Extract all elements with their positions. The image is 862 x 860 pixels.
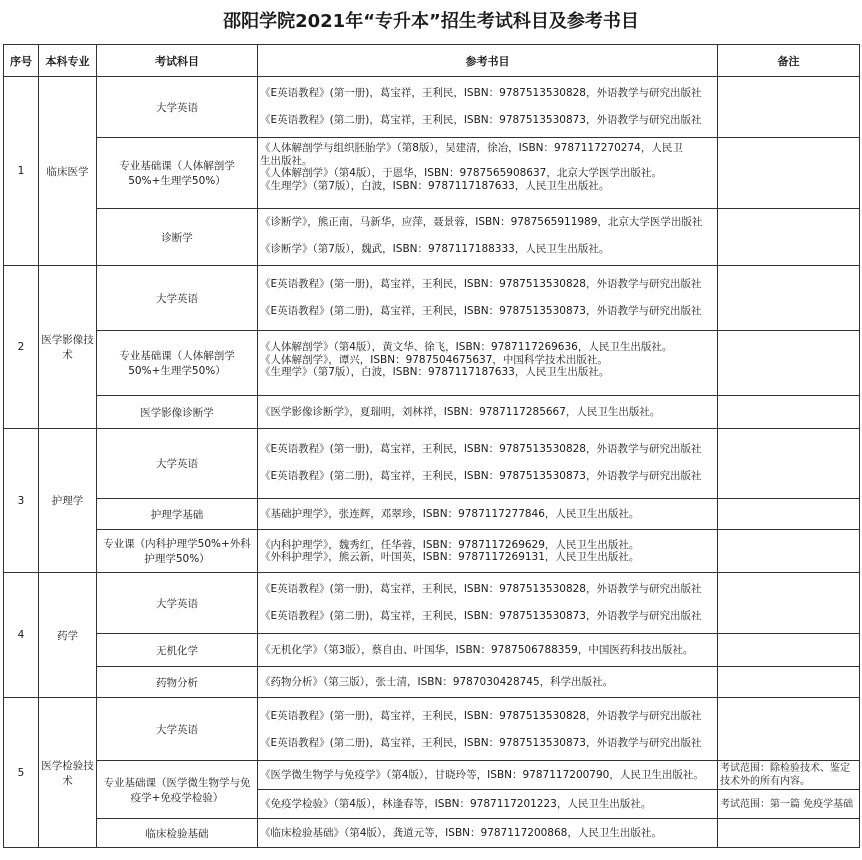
major-cell: 医学影像技术 (39, 266, 97, 429)
note-cell (718, 530, 860, 573)
books-cell (258, 761, 718, 790)
books-cell (258, 331, 718, 396)
books-cell (258, 634, 718, 667)
book-line: 《人体解剖学与组织胚胎学》（第8版），吴建清，徐冶，ISBN：9787117270274，人民卫 (260, 142, 683, 154)
book-line: 《内科护理学》，魏秀红，任华蓉，ISBN：9787117269629，人民卫生出版社。 (260, 538, 640, 551)
table-row (4, 331, 860, 396)
books-cell (258, 667, 718, 698)
seq-cell: 1 (4, 77, 39, 266)
table-row (4, 761, 860, 790)
header-books: 参考书目 (258, 45, 718, 77)
subject-cell: 护理学基础 (97, 499, 258, 530)
books-cell (258, 138, 718, 209)
books-cell (258, 499, 718, 530)
book-line: 《E英语教程》(第二册)，葛宝祥，王利民，ISBN：9787513530873，外语教学与研究出版社 (260, 305, 702, 317)
books-cell (258, 429, 718, 499)
header-subject: 考试科目 (97, 45, 258, 77)
note-cell (718, 634, 860, 667)
table-row (4, 209, 860, 266)
seq-cell: 4 (4, 573, 39, 698)
book-line: 《E英语教程》(第二册)，葛宝祥，王利民，ISBN：9787513530873，外语教学与研究出版社 (260, 470, 702, 482)
subject-cell: 大学英语 (97, 698, 258, 761)
exam-table (3, 44, 860, 848)
table-row (4, 634, 860, 667)
note-cell (718, 667, 860, 698)
subject-cell: 临床检验基础 (97, 819, 258, 848)
book-line: 《E英语教程》(第一册)，葛宝祥，王利民，ISBN：9787513530828，外语教学与研究出版社 (260, 583, 702, 595)
book-line: 《E英语教程》(第一册)，葛宝祥，王利民，ISBN：9787513530828，外语教学与研究出版社 (260, 278, 702, 290)
subject-cell: 大学英语 (97, 266, 258, 331)
document-title: 邵阳学院2021年“专升本”招生考试科目及参考书目 (223, 11, 639, 32)
subject-cell: 大学英语 (97, 77, 258, 138)
books-cell (258, 790, 718, 819)
table-row (4, 530, 860, 573)
table-row (4, 138, 860, 209)
major-cell: 临床医学 (39, 77, 97, 266)
seq-cell: 2 (4, 266, 39, 429)
books-cell (258, 530, 718, 573)
note-cell (718, 209, 860, 266)
header-seq: 序号 (4, 45, 39, 77)
book-line: 《免疫学检验》（第4版），林逢春等，ISBN：9787117201223，人民卫生出版社。 (260, 797, 652, 810)
books-cell (258, 266, 718, 331)
subject-cell: 大学英语 (97, 429, 258, 499)
subject-cell: 大学英语 (97, 573, 258, 634)
books-cell (258, 396, 718, 429)
books-cell (258, 573, 718, 634)
subject-cell: 专业基础课（医学微生物学与免疫学+免疫学检验） (97, 761, 258, 819)
major-cell: 药学 (39, 573, 97, 698)
books-cell (258, 698, 718, 761)
subject-cell: 专业基础课（人体解剖学50%+生理学50%） (97, 138, 258, 209)
book-line: 《E英语教程》(第一册)，葛宝祥，王利民，ISBN：9787513530828，外语教学与研究出版社 (260, 710, 702, 722)
note-cell: 考试范围：除检验技术、鉴定技术外的所有内容。 (718, 761, 860, 790)
book-line: 《人体解剖学》（第4版），黄文华、徐飞，ISBN：9787117269636，人民卫生出版社。 (260, 341, 673, 353)
subject-cell: 专业课（内科护理学50%+外科护理学50%） (97, 530, 258, 573)
note-cell: 考试范围：第一篇 免疫学基础 (718, 790, 860, 819)
book-line: 《E英语教程》(第一册)，葛宝祥，王利民，ISBN：9787513530828，外语教学与研究出版社 (260, 87, 702, 99)
book-line: 《E英语教程》(第一册)，葛宝祥，王利民，ISBN：9787513530828，外语教学与研究出版社 (260, 443, 702, 455)
subject-cell: 诊断学 (97, 209, 258, 266)
book-line: 《基础护理学》，张连辉，邓翠珍，ISBN：9787117277846，人民卫生出版社。 (260, 507, 640, 520)
header-major: 本科专业 (39, 45, 97, 77)
table-row (4, 429, 860, 499)
book-line: 《临床检验基础》（第4版），龚道元等，ISBN：9787117200868，人民卫生出版社。 (260, 826, 662, 839)
note-cell (718, 396, 860, 429)
books-cell (258, 209, 718, 266)
subject-cell: 专业基础课（人体解剖学50%+生理学50%） (97, 331, 258, 396)
table-row (4, 266, 860, 331)
seq-cell: 3 (4, 429, 39, 573)
table-row (4, 667, 860, 698)
note-cell (718, 573, 860, 634)
note-cell (718, 819, 860, 848)
book-line: 《E英语教程》(第二册)，葛宝祥，王利民，ISBN：9787513530873，外语教学与研究出版社 (260, 737, 702, 749)
note-cell (718, 331, 860, 396)
table-row (4, 698, 860, 761)
book-line: 《E英语教程》(第二册)，葛宝祥，王利民，ISBN：9787513530873，外语教学与研究出版社 (260, 114, 702, 126)
table-header-row (4, 45, 860, 77)
book-line: 生出版社。 (260, 154, 313, 167)
note-cell (718, 266, 860, 331)
book-line: 《人体解剖学》，谭兴，ISBN：9787504675637，中国科学技术出版社。 (260, 353, 608, 366)
table-row (4, 819, 860, 848)
book-line: 《药物分析》（第三版），张士清，ISBN：9787030428745，科学出版社。 (260, 675, 614, 688)
books-cell (258, 77, 718, 138)
book-line: 《E英语教程》(第二册)，葛宝祥，王利民，ISBN：9787513530873，外语教学与研究出版社 (260, 610, 702, 622)
table-row (4, 77, 860, 138)
book-line: 《诊断学》，熊正南，马新华，应萍，聂景蓉，ISBN：9787565911989，北京大学医学出版社 (260, 216, 703, 228)
note-cell (718, 499, 860, 530)
table-row (4, 396, 860, 429)
note-cell (718, 429, 860, 499)
book-line: 《诊断学》（第7版），魏武，ISBN：9787117188333，人民卫生出版社。 (260, 243, 610, 255)
book-line: 《外科护理学》，熊云新，叶国英，ISBN：9787117269131，人民卫生出版社。 (260, 551, 640, 563)
subject-cell: 无机化学 (97, 634, 258, 667)
book-line: 《医学影像诊断学》，夏瑞明，刘林祥，ISBN：9787117285667，人民卫生出版社。 (260, 405, 661, 418)
note-cell (718, 138, 860, 209)
book-line: 《人体解剖学》（第4版），于恩华，ISBN：9787565908637，北京大学医学出版社。 (260, 167, 662, 179)
subject-cell: 医学影像诊断学 (97, 396, 258, 429)
header-note: 备注 (718, 45, 860, 77)
note-cell (718, 698, 860, 761)
book-line: 《生理学》（第7版），白波，ISBN：9787117187633，人民卫生出版社。 (260, 366, 610, 378)
subject-cell: 药物分析 (97, 667, 258, 698)
table-row (4, 499, 860, 530)
book-line: 《医学微生物学与免疫学》（第4版），甘晓玲等，ISBN：9787117200790，人民卫生出版社。 (260, 768, 704, 781)
seq-cell: 5 (4, 698, 39, 848)
major-cell: 护理学 (39, 429, 97, 573)
major-cell: 医学检验技术 (39, 698, 97, 848)
note-cell (718, 77, 860, 138)
table-row (4, 573, 860, 634)
books-cell (258, 819, 718, 848)
book-line: 《生理学》（第7版），白波，ISBN：9787117187633，人民卫生出版社。 (260, 179, 610, 192)
book-line: 《无机化学》（第3版），蔡自由、叶国华，ISBN：9787506788359，中国医药科技出版社。 (260, 643, 694, 656)
